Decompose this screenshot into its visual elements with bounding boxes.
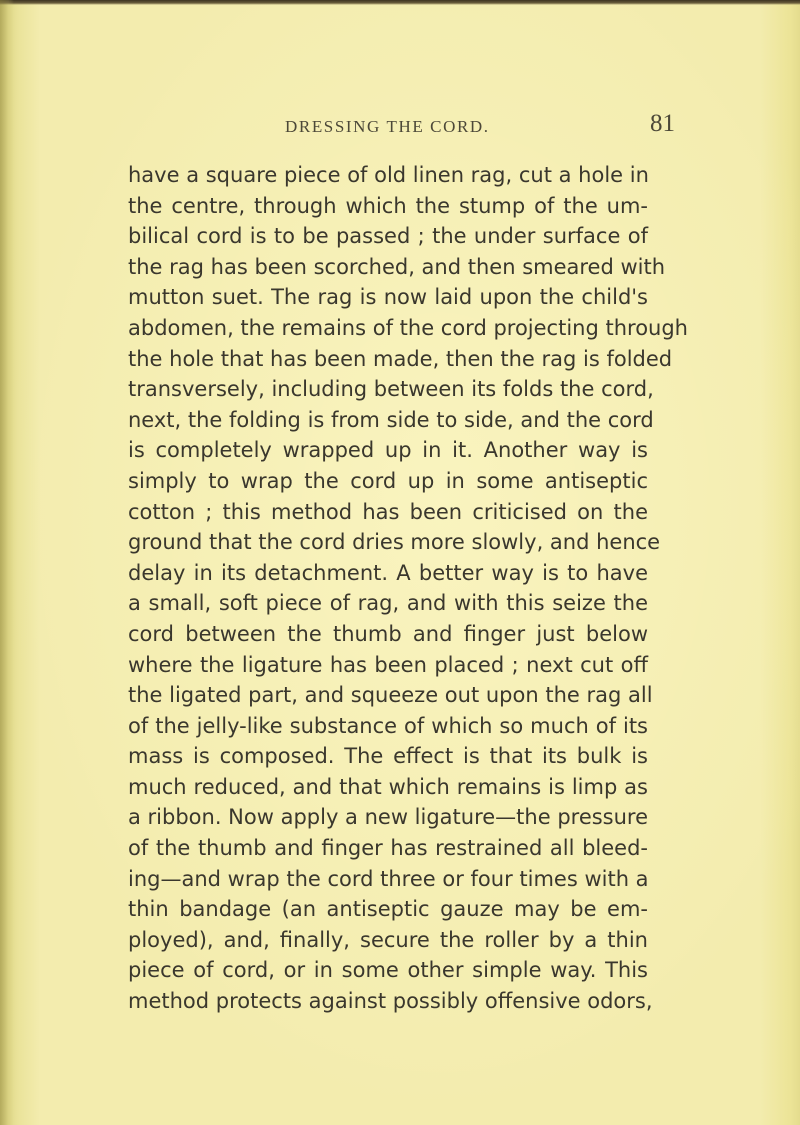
body-paragraph bbox=[128, 160, 688, 1017]
text-line: have a square piece of old linen rag, cut a hole in bbox=[128, 163, 649, 187]
text-line: delay in its detachment. A better way is to have bbox=[128, 560, 648, 585]
page-top-edge bbox=[0, 0, 800, 5]
page-spine-shadow bbox=[0, 0, 14, 1125]
text-line: much reduced, and that which remains is limp as bbox=[128, 774, 648, 799]
text-line: ing—and wrap the cord three or four times with a bbox=[128, 866, 649, 891]
text-line: the centre, through which the stump of the um- bbox=[128, 193, 648, 218]
text-line: where the ligature has been placed ; next cut off bbox=[128, 652, 648, 677]
text-line: piece of cord, or in some other simple way. This bbox=[128, 958, 648, 983]
text-line: of the thumb and finger has restrained all bleed- bbox=[128, 836, 648, 861]
text-line: simply to wrap the cord up in some antiseptic bbox=[128, 468, 648, 493]
text-line: ployed), and, finally, secure the roller by a thin bbox=[128, 927, 648, 952]
text-line: thin bandage (an antiseptic gauze may be em- bbox=[128, 897, 648, 922]
page-header bbox=[0, 110, 800, 147]
text-line: abdomen, the remains of the cord projecting through bbox=[128, 315, 688, 340]
text-line: cord between the thumb and finger just below bbox=[128, 621, 648, 646]
text-line: a small, soft piece of rag, and with this seize the bbox=[128, 591, 648, 616]
text-line: the hole that has been made, then the rag is folded bbox=[128, 346, 673, 371]
text-line: is completely wrapped up in it. Another way is bbox=[128, 438, 648, 463]
text-line: bilical cord is to be passed ; the under surface of bbox=[128, 224, 648, 249]
text-line: mass is composed. The effect is that its bulk is bbox=[128, 744, 648, 769]
text-line: next, the folding is from side to side, and the cord bbox=[128, 407, 654, 432]
text-line: cotton ; this method has been criticised on the bbox=[128, 499, 648, 524]
text-line: ground that the cord dries more slowly, and hence bbox=[128, 530, 661, 555]
text-line: the rag has been scorched, and then smeared with bbox=[128, 254, 666, 279]
text-line: method protects against possibly offensive odors, bbox=[128, 989, 653, 1014]
running-head: DRESSING THE CORD. bbox=[285, 117, 490, 136]
text-line: transversely, including between its folds the cord, bbox=[128, 377, 654, 402]
text-line: the ligated part, and squeeze out upon the rag all bbox=[128, 683, 653, 708]
text-line: of the jelly-like substance of which so much of its bbox=[128, 713, 648, 738]
page-number: 81 bbox=[650, 110, 675, 137]
text-line: mutton suet. The rag is now laid upon the child's bbox=[128, 285, 648, 310]
text-line: a ribbon. Now apply a new ligature—the pressure bbox=[128, 805, 649, 830]
